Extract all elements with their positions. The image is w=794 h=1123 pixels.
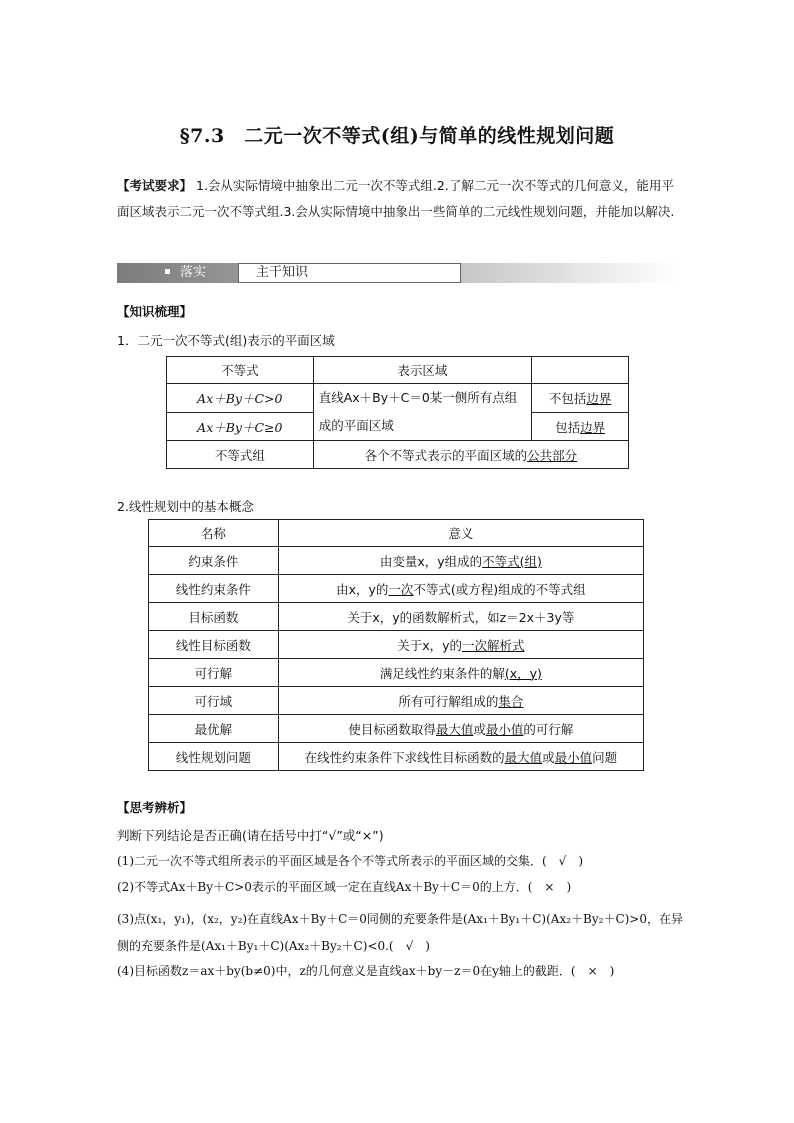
concept-meaning: [278, 575, 643, 603]
note-cell: [532, 413, 629, 441]
section2-heading: 2.线性规划中的基本概念: [117, 499, 254, 514]
meaning-underlined: 最小值: [554, 749, 593, 765]
banner-left-label: 落实: [180, 265, 207, 280]
square-icon: [165, 269, 170, 274]
meaning-text: 不等式(或方程)组成的不等式组: [413, 581, 586, 597]
meaning-underlined: (x，y): [504, 665, 542, 681]
concept-name: 线性规划问题: [149, 743, 279, 771]
meaning-underlined: 不等式(组): [482, 553, 542, 569]
note-cell: [532, 384, 629, 413]
meaning-underlined: 最大值: [435, 721, 474, 737]
meaning-underlined: 最小值: [485, 721, 524, 737]
requirements-tag: 【考试要求】: [117, 178, 193, 193]
concept-meaning: [278, 547, 643, 575]
think-heading: 【思考辨析】: [117, 800, 193, 815]
header-cell: [532, 357, 629, 384]
page-title: §7.3 二元一次不等式(组)与简单的线性规划问题: [179, 125, 615, 147]
concept-meaning: [278, 659, 643, 687]
meaning-underlined: 一次: [388, 581, 414, 597]
knowledge-heading: 【知识梳理】: [117, 304, 193, 319]
header-cell: 意义: [278, 520, 643, 547]
meaning-text: 问题: [592, 749, 618, 765]
judge-item-4: (4)目标函数z＝ax＋by(b≠0)中，z的几何意义是直线ax＋by－z＝0在y轴上的截距．( × ): [117, 964, 615, 978]
concept-meaning: [278, 687, 643, 715]
meaning-text: 由x，y的: [336, 581, 389, 597]
concept-name: 最优解: [149, 715, 279, 743]
concept-name: 约束条件: [149, 547, 279, 575]
inequality-cell: Ax＋By＋C≥0: [167, 413, 314, 441]
note-text: 不包括: [548, 391, 587, 406]
banner-right: [238, 263, 461, 283]
note-underlined: 边界: [586, 391, 612, 406]
concept-meaning: [278, 743, 643, 771]
inequality-cell: 不等式组: [167, 441, 314, 469]
meaning-text: 所有可行解组成的: [398, 693, 499, 709]
region-text: 各个不等式表示的平面区域的: [364, 447, 528, 463]
concept-name: 可行域: [149, 687, 279, 715]
exam-requirements: [117, 173, 677, 225]
concept-meaning: [278, 631, 643, 659]
header-cell: 名称: [149, 520, 279, 547]
meaning-text: 使目标函数取得: [348, 721, 436, 737]
region-cell: 直线Ax＋By＋C＝0某一侧所有点组成的平面区域: [313, 384, 532, 441]
meaning-text: 关于x，y的: [397, 637, 462, 653]
meaning-underlined: 最大值: [504, 749, 543, 765]
banner-right-label: 主干知识: [256, 265, 309, 280]
concept-table: [148, 519, 644, 771]
meaning-text: 或: [473, 721, 486, 737]
meaning-text: 由变量x，y组成的: [379, 553, 483, 569]
concept-meaning: [278, 603, 643, 631]
banner-left: [117, 263, 238, 283]
meaning-text: 的可行解: [523, 721, 574, 737]
meaning-text: 或: [542, 749, 555, 765]
header-cell: 表示区域: [313, 357, 532, 384]
note-underlined: 边界: [580, 419, 606, 435]
concept-name: 线性目标函数: [149, 631, 279, 659]
concept-name: 线性约束条件: [149, 575, 279, 603]
meaning-text: 关于x，y的函数解析式，如z＝2x＋3y等: [347, 609, 575, 625]
section1-heading: 1．二元一次不等式(组)表示的平面区域: [117, 333, 335, 348]
judge-item-2: (2)不等式Ax＋By＋C>0表示的平面区域一定在直线Ax＋By＋C＝0的上方．( × ): [117, 880, 572, 894]
concept-name: 目标函数: [149, 603, 279, 631]
header-cell: 不等式: [167, 357, 314, 384]
judge-item-1: (1)二元一次不等式组所表示的平面区域是各个不等式所表示的平面区域的交集．( √ ): [117, 854, 584, 868]
section-banner: [117, 263, 677, 283]
region-underlined: 公共部分: [527, 447, 578, 463]
region-cell: [313, 441, 628, 469]
inequality-cell: Ax＋By＋C>0: [167, 384, 314, 413]
meaning-underlined: 集合: [498, 693, 524, 709]
judge-item-3: (3)点(x₁，y₁)，(x₂，y₂)在直线Ax＋By＋C＝0同侧的充要条件是(Ax₁＋By₁＋C)(Ax₂＋By₂＋C)>0，在异侧的充要条件是(Ax₁＋By₁＋C)(Ax₂＋By₂＋C)<0.( √ ): [117, 912, 683, 953]
requirements-text: 1.会从实际情境中抽象出二元一次不等式组.2.了解二元一次不等式的几何意义，能用平面区域表示二元一次不等式组.3.会从实际情境中抽象出一些简单的二元线性规划问题，并能加以解决.: [117, 178, 675, 219]
meaning-underlined: 一次解析式: [462, 637, 525, 653]
meaning-text: 在线性约束条件下求线性目标函数的: [304, 749, 505, 765]
meaning-text: 满足线性约束条件的解: [379, 665, 505, 681]
region-table: [166, 356, 629, 469]
think-intro: 判断下列结论是否正确(请在括号中打“√”或“×”): [117, 828, 384, 843]
concept-name: 可行解: [149, 659, 279, 687]
concept-meaning: [278, 715, 643, 743]
note-text: 包括: [555, 419, 581, 435]
